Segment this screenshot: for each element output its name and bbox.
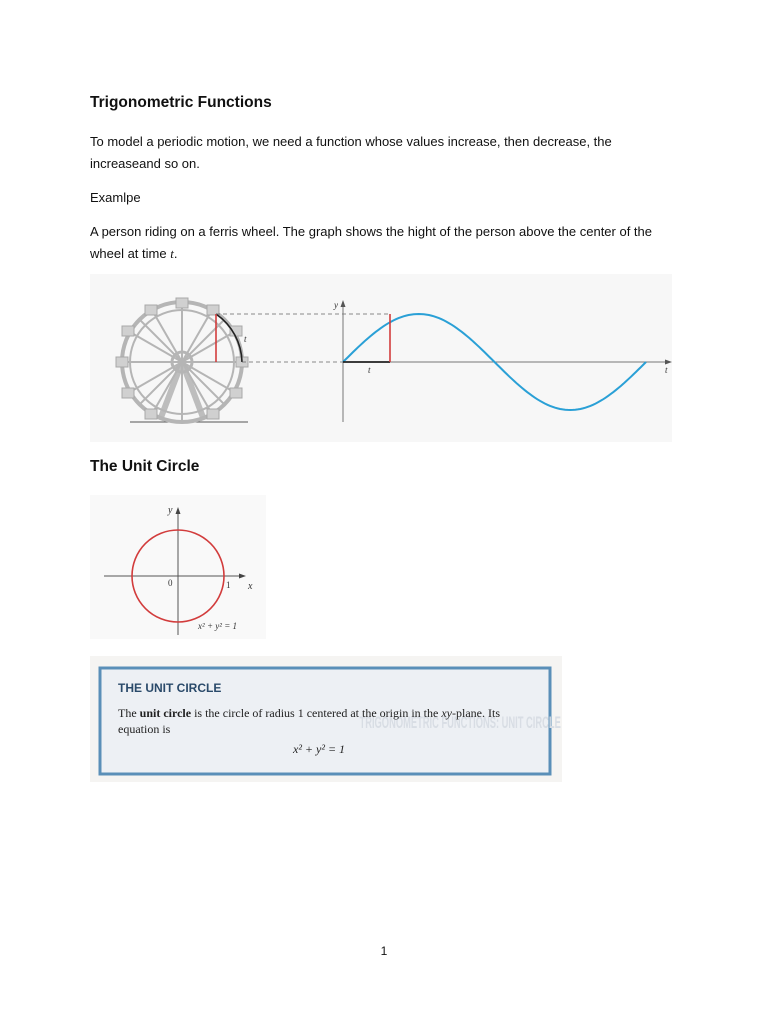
unit-circle-graph (90, 495, 266, 639)
y-axis-label: y (334, 300, 338, 310)
t-axis-label: t (368, 365, 371, 375)
y-axis-arrow (341, 300, 346, 307)
ferris-wheel-figure (90, 274, 672, 442)
x-axis-arrow (239, 574, 246, 579)
arc-t-label: t (244, 334, 247, 344)
ferris-paragraph-end: . (173, 246, 178, 261)
definition-term: unit circle (139, 706, 192, 720)
page-number: 1 (380, 944, 388, 958)
circle-equation: x² + y² = 1 (198, 621, 238, 631)
origin-label: 0 (168, 578, 173, 588)
definition-line2: equation is (118, 722, 171, 736)
definition-var: xy (441, 706, 452, 720)
ferris-wheel (116, 298, 248, 422)
time-variable: t (170, 246, 174, 261)
definition-title: THE UNIT CIRCLE (118, 681, 222, 695)
definition-line1 (118, 706, 500, 720)
unit-circle-figure (90, 495, 266, 639)
definition-text-end: -plane. Its (452, 706, 500, 720)
ferris-wheel-graph (90, 274, 672, 442)
t-axis-arrow (665, 360, 672, 365)
ferris-paragraph-text: A person riding on a ferris wheel. The graph shows the hight of the person above the center of the wheel at time (90, 224, 653, 261)
unit-circle-definition-figure (90, 656, 562, 782)
y-axis-label: y (168, 505, 173, 516)
ferris-paragraph (90, 221, 680, 265)
heading-unit-circle: The Unit Circle (90, 458, 200, 475)
intro-paragraph: To model a periodic motion, we need a function whose values increase, then decrease, the increaseand so on. (90, 134, 612, 171)
one-label: 1 (226, 580, 231, 590)
x-axis-label: x (248, 581, 253, 592)
definition-box (90, 656, 562, 782)
heading-trigonometric-functions: Trigonometric Functions (90, 94, 272, 111)
definition-equation: x² + y² = 1 (293, 742, 346, 756)
y-axis-arrow (176, 507, 181, 514)
definition-text-before: The (118, 706, 140, 720)
definition-text-after: is the circle of radius 1 centered at the origin in the (191, 706, 442, 720)
t-axis-end-label: t (665, 365, 668, 375)
background-watermark: TRIGONOMETRIC FUNCTIONS: UNIT CIRCLE (359, 713, 561, 732)
example-label: Examlpe (90, 190, 141, 205)
